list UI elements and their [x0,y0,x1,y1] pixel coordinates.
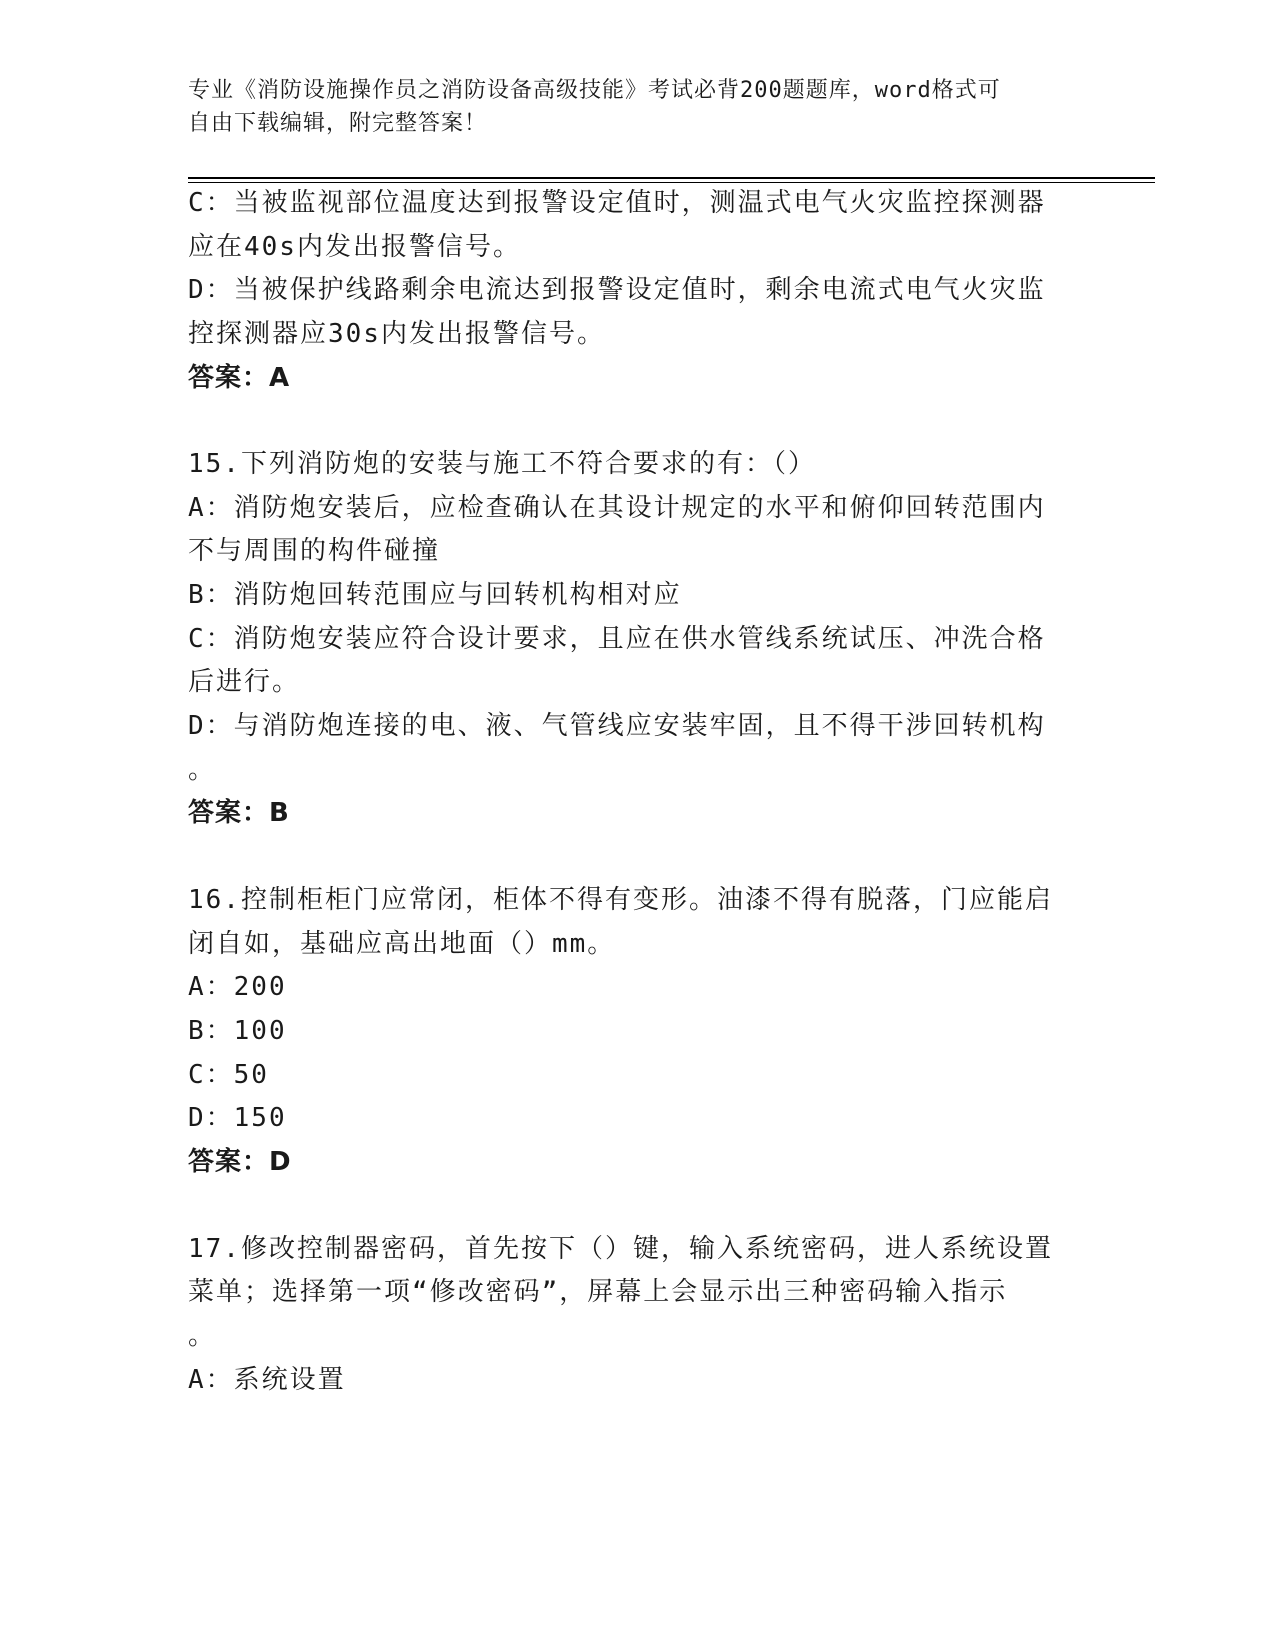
q14-option-c-line-2: 应在40s内发出报警信号。 [188,232,521,262]
q15-option-d-line-1: D：与消防炮连接的电、液、气管线应安装牢固，且不得干涉回转机构 [188,711,1046,741]
q15-option-b: B：消防炮回转范围应与回转机构相对应 [188,580,682,610]
q16-question-line-2: 闭自如，基础应高出地面（）mm。 [188,929,616,959]
q16-option-b: B：100 [188,1016,287,1046]
header-divider-thick [188,177,1155,179]
q17-option-a: A：系统设置 [188,1365,346,1395]
q17-question-line-3: 。 [188,1321,217,1351]
q17-question-line-1: 17.修改控制器密码，首先按下（）键，输入系统密码，进人系统设置 [188,1234,1053,1264]
q15-option-d-line-2: 。 [188,755,217,785]
page-header [188,74,1068,140]
q14-option-d-line-1: D：当被保护线路剩余电流达到报警设定值时，剩余电流式电气火灾监 [188,275,1046,305]
header-divider-thin [188,182,1155,183]
header-title-line-2: 自由下载编辑，附完整答案！ [188,111,488,136]
q14-answer: 答案：A [188,363,291,393]
q16-option-c: C：50 [188,1060,269,1090]
q14-option-d-line-2: 控探测器应30s内发出报警信号。 [188,319,605,349]
header-title-line-1: 专业《消防设施操作员之消防设备高级技能》考试必背200题题库，word格式可 [188,78,1001,103]
q16-answer: 答案：D [188,1147,292,1177]
q16-option-d: D：150 [188,1103,287,1133]
q14-option-c-line-1: C：当被监视部位温度达到报警设定值时，测温式电气火灾监控探测器 [188,188,1046,218]
q17-question-line-2: 菜单；选择第一项“修改密码”，屏幕上会显示出三种密码输入指示 [188,1277,1008,1307]
q16-option-a: A：200 [188,972,287,1002]
q15-question: 15.下列消防炮的安装与施工不符合要求的有：（） [188,449,816,479]
q15-option-a-line-2: 不与周围的构件碰撞 [188,536,441,566]
q15-answer: 答案：B [188,798,290,828]
q15-option-a-line-1: A：消防炮安装后，应检查确认在其设计规定的水平和俯仰回转范围内 [188,493,1046,523]
q16-question-line-1: 16.控制柜柜门应常闭，柜体不得有变形。油漆不得有脱落，门应能启 [188,885,1053,915]
q15-option-c-line-2: 后进行。 [188,667,301,697]
q15-option-c-line-1: C：消防炮安装应符合设计要求，且应在供水管线系统试压、冲洗合格 [188,624,1046,654]
